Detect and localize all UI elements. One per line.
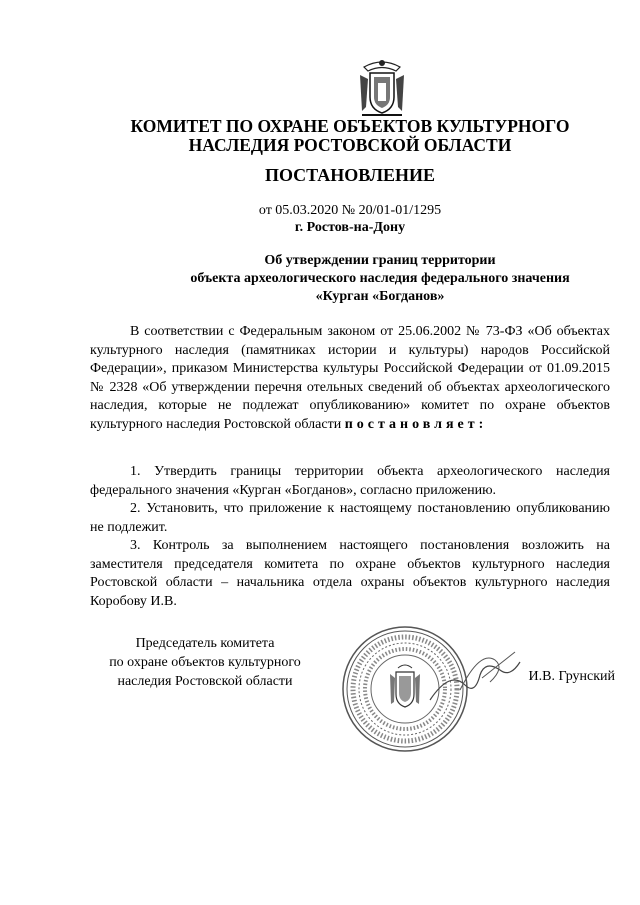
subject-line-2: объекта археологического наследия федерального значения [190,271,570,286]
document-subject [120,252,640,306]
signatory-position [80,634,330,691]
preamble-paragraph [90,323,610,434]
document-type: ПОСТАНОВЛЕНИЕ [264,165,436,185]
organization-name [60,117,640,155]
coat-of-arms-icon [356,57,408,119]
org-line-1: КОМИТЕТ ПО ОХРАНЕ ОБЪЕКТОВ КУЛЬТУРНОГО [130,116,570,136]
position-line-2: по охране объектов культурного [109,655,301,670]
item-1: 1. Утвердить границы территории объекта археологического наследия федерального значения «Курган «Богданов», согласно приложению. [90,464,610,498]
position-line-1: Председатель комитета [135,636,275,651]
subject-line-1: Об утверждении границ территории [264,253,496,268]
item-2: 2. Установить, что приложение к настоящему постановлению опубликованию не подлежит. [90,501,610,535]
signatory-name: И.В. Грунский [528,669,615,684]
subject-line-3: «Курган «Богданов» [315,289,445,304]
org-line-2: НАСЛЕДИЯ РОСТОВСКОЙ ОБЛАСТИ [188,135,512,155]
position-line-3: наследия Ростовской области [117,674,293,689]
document-date-number: от 05.03.2020 № 20/01-01/1295 [258,203,442,218]
decree-word: постановляет: [344,416,488,432]
preamble-text: В соответствии с Федеральным законом от 25.06.2002 № 73-ФЗ «Об объектах культурного наследия (памятниках истории и культуры) народов Российской Федерации», приказом Министерства культуры Российской Федерации от 01.09.2015 № 2328 «Об утверждении перечня отельных сведений об объектах археологического наследия, которые не подлежат опубликованию» комитет по охране объектов культурного наследия Ростовской области [90,324,610,432]
item-3: 3. Контроль за выполнением настоящего постановления возложить на заместителя председателя комитета по охране объектов культурного наследия Ростовской области – начальника отдела охраны объектов культурного наследия Коробову И.В. [90,538,610,609]
document-city: г. Ростов-на-Дону [294,220,406,235]
